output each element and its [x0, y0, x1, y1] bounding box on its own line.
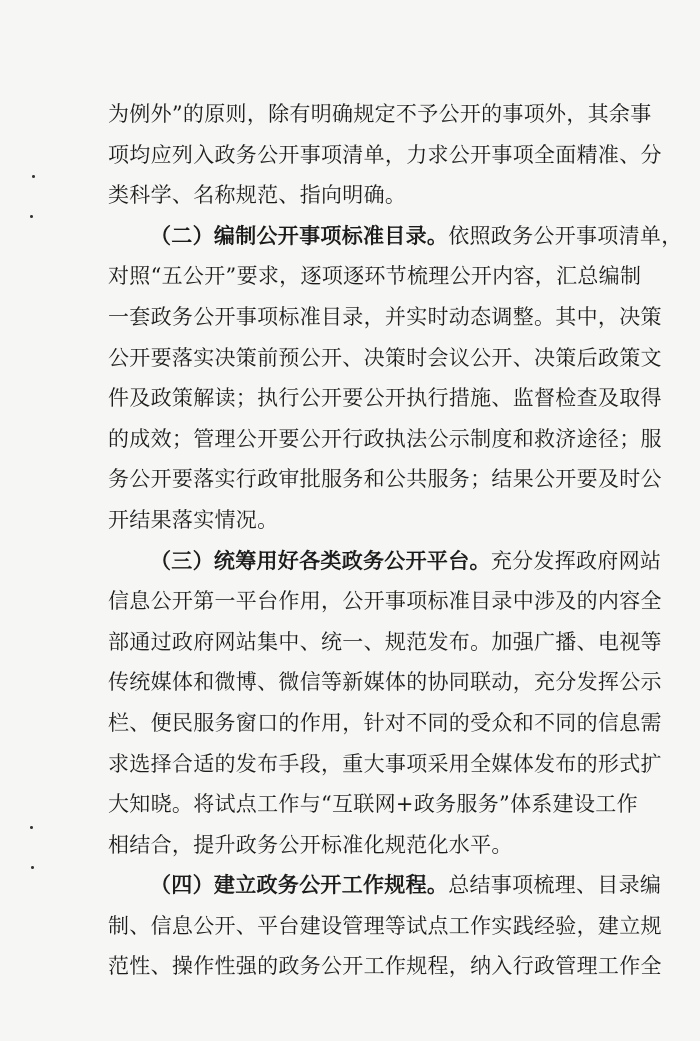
text-line: 栏、便民服务窗口的作用，针对不同的受众和不同的信息需	[108, 710, 662, 735]
section-4	[108, 865, 662, 987]
section-2	[108, 216, 683, 541]
text-line: 制、信息公开、平台建设管理等试点工作实践经验，建立规	[108, 913, 662, 938]
section-3	[108, 541, 662, 866]
text-line: 务公开要落实行政审批服务和公共服务；结果公开要及时公	[108, 467, 662, 492]
text-line: 项均应列入政务公开事项清单，力求公开事项全面精准、分	[108, 142, 662, 167]
section-4-heading: （四）建立政务公开工作规程。	[150, 872, 449, 898]
text-line: 为例外”的原则，除有明确规定不予公开的事项外，其余事	[108, 102, 652, 126]
section-2-heading: （二）编制公开事项标准目录。	[150, 222, 449, 248]
text-line: 开结果落实情况。	[108, 507, 279, 532]
text-line: 相结合，提升政务公开标准化规范化水平。	[108, 832, 513, 857]
document-body	[108, 94, 683, 987]
section-4-lead: 总结事项梳理、目录编	[448, 873, 662, 898]
text-line: 部通过政府网站集中、统一、规范发布。加强广播、电视等	[108, 629, 662, 654]
section-2-lead: 依照政务公开事项清单，	[448, 223, 683, 248]
text-line: 公开要落实决策前预公开、决策时会议公开、决策后政策文	[108, 345, 662, 370]
section-3-lead: 充分发挥政府网站	[490, 548, 662, 573]
scan-speck	[31, 866, 34, 869]
text-line: 类科学、名称规范、指向明确。	[108, 183, 407, 208]
text-line: 传统媒体和微博、微信等新媒体的协同联动，充分发挥公示	[108, 670, 662, 695]
text-line: 一套政务公开事项标准目录，并实时动态调整。其中，决策	[108, 304, 662, 329]
section-2-first-line	[108, 216, 683, 257]
paragraph-continuation	[108, 94, 662, 216]
text-line: 的成效；管理公开要公开行政执法公示制度和救济途径；服	[108, 426, 662, 451]
scan-speck	[32, 175, 35, 178]
text-line: 信息公开第一平台作用，公开事项标准目录中涉及的内容全	[108, 589, 662, 614]
text-line: 大知晓。将试点工作与“互联网+政务服务”体系建设工作	[108, 792, 638, 817]
section-3-heading: （三）统筹用好各类政务公开平台。	[150, 547, 491, 573]
text-line: 对照“五公开”要求，逐项逐环节梳理公开内容，汇总编制	[108, 264, 642, 289]
section-4-first-line	[108, 865, 662, 906]
section-3-first-line	[108, 541, 662, 582]
text-line: 范性、操作性强的政务公开工作规程，纳入行政管理工作全	[108, 954, 662, 979]
scan-speck	[30, 215, 33, 218]
text-line: 求选择合适的发布手段，重大事项采用全媒体发布的形式扩	[108, 751, 662, 776]
text-line: 件及政策解读；执行公开要公开执行措施、监督检查及取得	[108, 386, 662, 411]
scan-speck	[30, 826, 33, 829]
